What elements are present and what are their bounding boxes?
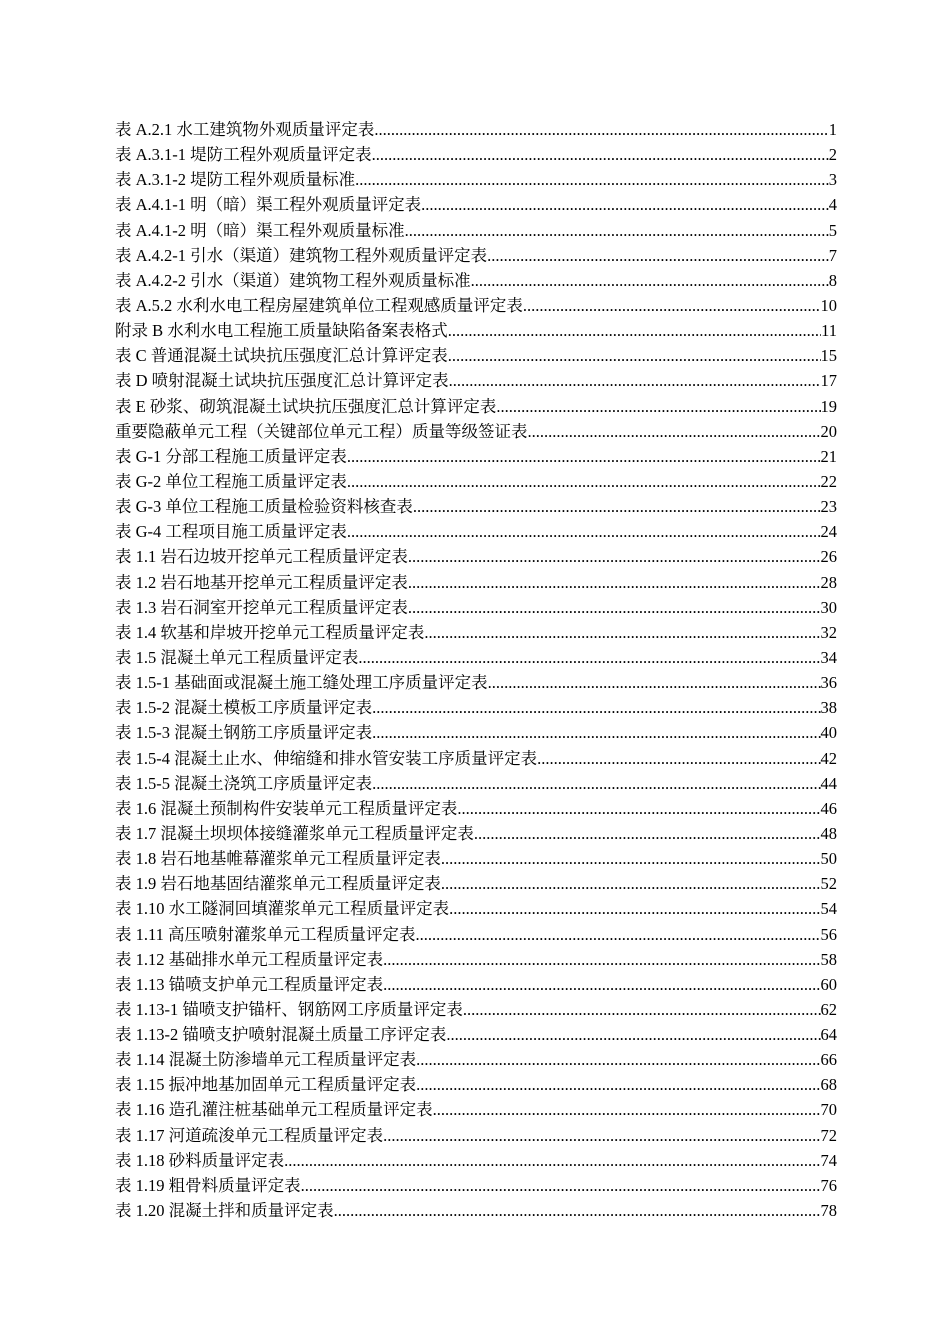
toc-entry-page-number: 38 [820, 698, 837, 718]
toc-dot-leader [334, 1198, 821, 1223]
toc-entry[interactable] [115, 444, 837, 469]
toc-entry-title: 表 1.7 混凝土坝坝体接缝灌浆单元工程质量评定表 [115, 823, 474, 843]
toc-entry-page-number: 2 [828, 145, 837, 165]
toc-dot-leader [347, 519, 821, 544]
toc-dot-leader [372, 695, 820, 720]
toc-entry[interactable] [115, 1148, 837, 1173]
toc-entry[interactable] [115, 997, 837, 1022]
toc-dot-leader [471, 268, 829, 293]
toc-entry-title: 表 A.2.1 水工建筑物外观质量评定表 [115, 120, 375, 139]
toc-entry[interactable] [115, 394, 837, 419]
toc-entry-title: 表 1.5 混凝土单元工程质量评定表 [115, 647, 359, 667]
toc-entry[interactable] [115, 846, 837, 871]
toc-entry[interactable] [115, 972, 837, 997]
toc-entry-title: 表 1.18 砂料质量评定表 [115, 1150, 285, 1170]
toc-dot-leader [413, 494, 821, 519]
toc-entry-title: 表 A.4.1-2 明（暗）渠工程外观质量标准 [115, 220, 405, 240]
toc-entry[interactable] [115, 1022, 837, 1047]
toc-entry-page-number: 56 [820, 924, 837, 944]
toc-entry-page-number: 8 [828, 270, 837, 290]
toc-dot-leader [446, 1022, 820, 1047]
toc-entry[interactable] [115, 293, 837, 318]
toc-entry-page-number: 68 [820, 1075, 837, 1095]
toc-entry-title: 表 1.13 锚喷支护单元工程质量评定表 [115, 974, 384, 994]
toc-entry[interactable] [115, 117, 837, 142]
toc-entry[interactable] [115, 544, 837, 569]
toc-entry-title: 表 G-3 单位工程施工质量检验资料核查表 [115, 497, 413, 517]
toc-dot-leader [448, 318, 821, 343]
toc-entry-page-number: 30 [820, 597, 837, 617]
toc-entry-title: 表 A.5.2 水利水电工程房屋建筑单位工程观感质量评定表 [115, 295, 523, 315]
toc-dot-leader [463, 997, 821, 1022]
toc-dot-leader [421, 192, 829, 217]
toc-entry-title: 表 1.5-2 混凝土模板工序质量评定表 [115, 698, 373, 718]
toc-entry-page-number: 72 [820, 1125, 837, 1145]
toc-dot-leader [416, 922, 821, 947]
toc-entry[interactable] [115, 192, 837, 217]
toc-entry[interactable] [115, 167, 837, 192]
toc-entry-page-number: 17 [820, 371, 837, 391]
toc-entry-title: 表 1.16 造孔灌注桩基础单元工程质量评定表 [115, 1100, 433, 1120]
toc-entry-page-number: 20 [820, 421, 837, 441]
toc-entry-title: 表 1.9 岩石地基固结灌浆单元工程质量评定表 [115, 874, 441, 894]
toc-entry[interactable] [115, 142, 837, 167]
toc-entry[interactable] [115, 570, 837, 595]
toc-entry-page-number: 62 [820, 999, 837, 1019]
toc-entry-title: 表 1.15 振冲地基加固单元工程质量评定表 [115, 1075, 417, 1095]
toc-entry[interactable] [115, 419, 837, 444]
toc-entry-title: 表 1.10 水工隧洞回填灌浆单元工程质量评定表 [115, 899, 450, 919]
toc-entry-page-number: 40 [820, 723, 837, 743]
toc-dot-leader [537, 746, 820, 771]
toc-entry-title: 附录 B 水利水电工程施工质量缺陷备案表格式 [115, 321, 448, 341]
toc-entry[interactable] [115, 469, 837, 494]
toc-dot-leader [383, 972, 820, 997]
toc-dot-leader [347, 469, 821, 494]
toc-entry-title: 表 1.3 岩石洞室开挖单元工程质量评定表 [115, 597, 408, 617]
toc-entry-page-number: 24 [820, 522, 837, 542]
toc-entry-title: 表 1.5-4 混凝土止水、伸缩缝和排水管安装工序质量评定表 [115, 748, 538, 768]
toc-dot-leader [523, 293, 821, 318]
toc-dot-leader [301, 1173, 821, 1198]
toc-entry-title: 表 A.3.1-2 堤防工程外观质量标准 [115, 170, 356, 190]
toc-entry-page-number: 1 [828, 120, 837, 139]
toc-entry-title: 表 1.5-5 混凝土浇筑工序质量评定表 [115, 773, 373, 793]
toc-dot-leader [405, 218, 829, 243]
table-of-contents [115, 117, 837, 1223]
toc-entry-page-number: 64 [820, 1025, 837, 1045]
toc-entry-page-number: 10 [820, 295, 837, 315]
toc-entry-page-number: 54 [820, 899, 837, 919]
toc-entry-page-number: 58 [820, 949, 837, 969]
toc-entry-title: 表 G-4 工程项目施工质量评定表 [115, 522, 347, 542]
toc-dot-leader [372, 142, 829, 167]
toc-entry[interactable] [115, 494, 837, 519]
toc-entry[interactable] [115, 595, 837, 620]
toc-entry[interactable] [115, 645, 837, 670]
toc-entry-title: 表 1.13-1 锚喷支护锚杆、钢筋网工序质量评定表 [115, 999, 463, 1019]
toc-entry[interactable] [115, 720, 837, 745]
toc-dot-leader [358, 645, 820, 670]
toc-dot-leader [408, 570, 821, 595]
toc-entry-title: 表 1.20 混凝土拌和质量评定表 [115, 1201, 334, 1221]
toc-entry[interactable] [115, 519, 837, 544]
toc-entry[interactable] [115, 1173, 837, 1198]
toc-dot-leader [284, 1148, 820, 1173]
toc-entry-page-number: 52 [820, 874, 837, 894]
toc-dot-leader [441, 846, 821, 871]
toc-entry[interactable] [115, 218, 837, 243]
toc-entry-title: 表 1.6 混凝土预制构件安装单元工程质量评定表 [115, 798, 458, 818]
toc-entry-page-number: 4 [828, 195, 837, 215]
toc-entry[interactable] [115, 268, 837, 293]
toc-dot-leader [433, 1097, 821, 1122]
toc-dot-leader [408, 595, 821, 620]
toc-entry-page-number: 11 [821, 321, 837, 341]
toc-dot-leader [424, 620, 820, 645]
toc-entry-page-number: 60 [820, 974, 837, 994]
toc-entry[interactable] [115, 670, 837, 695]
toc-entry-title: 表 1.1 岩石边坡开挖单元工程质量评定表 [115, 547, 408, 567]
toc-entry-title: 表 A.3.1-1 堤防工程外观质量评定表 [115, 145, 372, 165]
toc-entry-page-number: 78 [820, 1201, 837, 1221]
toc-entry[interactable] [115, 318, 837, 343]
toc-entry-title: 重要隐蔽单元工程（关键部位单元工程）质量等级签证表 [115, 421, 528, 441]
toc-entry-page-number: 22 [820, 471, 837, 491]
toc-dot-leader [408, 544, 821, 569]
toc-entry-page-number: 5 [828, 220, 837, 240]
toc-entry[interactable] [115, 1123, 837, 1148]
toc-entry-title: 表 1.14 混凝土防渗墙单元工程质量评定表 [115, 1050, 417, 1070]
toc-entry-page-number: 26 [820, 547, 837, 567]
toc-dot-leader [383, 1123, 820, 1148]
toc-entry-title: 表 D 喷射混凝土试块抗压强度汇总计算评定表 [115, 371, 449, 391]
toc-entry[interactable] [115, 896, 837, 921]
toc-entry[interactable] [115, 821, 837, 846]
toc-dot-leader [441, 871, 821, 896]
toc-entry-page-number: 15 [820, 346, 837, 366]
toc-entry-page-number: 48 [820, 823, 837, 843]
toc-dot-leader [474, 821, 821, 846]
toc-entry-title: 表 A.4.2-2 引水（渠道）建筑物工程外观质量标准 [115, 270, 471, 290]
toc-dot-leader [383, 947, 820, 972]
toc-entry-title: 表 E 砂浆、砌筑混凝土试块抗压强度汇总计算评定表 [115, 396, 497, 416]
toc-entry-page-number: 3 [828, 170, 837, 190]
toc-entry[interactable] [115, 243, 837, 268]
toc-entry[interactable] [115, 1072, 837, 1097]
toc-entry-title: 表 A.4.1-1 明（暗）渠工程外观质量评定表 [115, 195, 422, 215]
toc-dot-leader [347, 444, 821, 469]
toc-entry-title: 表 1.4 软基和岸坡开挖单元工程质量评定表 [115, 622, 425, 642]
toc-dot-leader [449, 368, 821, 393]
toc-entry[interactable] [115, 922, 837, 947]
toc-entry[interactable] [115, 796, 837, 821]
toc-dot-leader [372, 771, 820, 796]
toc-entry[interactable] [115, 1198, 837, 1223]
toc-dot-leader [416, 1047, 820, 1072]
toc-dot-leader [488, 670, 821, 695]
toc-dot-leader [496, 394, 820, 419]
toc-entry-title: 表 1.13-2 锚喷支护喷射混凝土质量工序评定表 [115, 1025, 447, 1045]
toc-entry[interactable] [115, 343, 837, 368]
toc-entry[interactable] [115, 1047, 837, 1072]
toc-dot-leader [372, 720, 820, 745]
toc-dot-leader [457, 796, 820, 821]
toc-entry-page-number: 36 [820, 673, 837, 693]
toc-entry-title: 表 C 普通混凝土试块抗压强度汇总计算评定表 [115, 346, 448, 366]
toc-entry-title: 表 1.5-3 混凝土钢筋工序质量评定表 [115, 723, 373, 743]
toc-entry-page-number: 42 [820, 748, 837, 768]
toc-dot-leader [416, 1072, 820, 1097]
toc-entry[interactable] [115, 746, 837, 771]
toc-entry[interactable] [115, 771, 837, 796]
toc-entry-page-number: 44 [820, 773, 837, 793]
toc-entry[interactable] [115, 620, 837, 645]
toc-entry-page-number: 50 [820, 849, 837, 869]
toc-entry[interactable] [115, 695, 837, 720]
toc-entry-title: 表 1.12 基础排水单元工程质量评定表 [115, 949, 384, 969]
toc-entry[interactable] [115, 1097, 837, 1122]
toc-entry-page-number: 74 [820, 1150, 837, 1170]
toc-entry-title: 表 G-1 分部工程施工质量评定表 [115, 446, 347, 466]
toc-entry-title: 表 1.2 岩石地基开挖单元工程质量评定表 [115, 572, 408, 592]
toc-entry[interactable] [115, 368, 837, 393]
toc-entry-page-number: 23 [820, 497, 837, 517]
toc-entry-title: 表 1.17 河道疏浚单元工程质量评定表 [115, 1125, 384, 1145]
toc-dot-leader [487, 243, 829, 268]
toc-entry-page-number: 34 [820, 647, 837, 667]
toc-entry-title: 表 1.19 粗骨料质量评定表 [115, 1175, 301, 1195]
toc-entry-title: 表 G-2 单位工程施工质量评定表 [115, 471, 347, 491]
toc-entry-page-number: 70 [820, 1100, 837, 1120]
toc-dot-leader [528, 419, 821, 444]
toc-entry[interactable] [115, 871, 837, 896]
toc-entry-title: 表 1.11 高压喷射灌浆单元工程质量评定表 [115, 924, 416, 944]
toc-entry-page-number: 7 [828, 245, 837, 265]
toc-dot-leader [355, 167, 829, 192]
toc-entry-title: 表 1.5-1 基础面或混凝土施工缝处理工序质量评定表 [115, 673, 488, 693]
toc-entry-title: 表 1.8 岩石地基帷幕灌浆单元工程质量评定表 [115, 849, 441, 869]
toc-entry-page-number: 19 [820, 396, 837, 416]
toc-entry-page-number: 21 [820, 446, 837, 466]
toc-dot-leader [374, 117, 828, 142]
toc-entry-page-number: 76 [820, 1175, 837, 1195]
toc-dot-leader [449, 896, 820, 921]
toc-entry[interactable] [115, 947, 837, 972]
toc-entry-page-number: 32 [820, 622, 837, 642]
toc-entry-page-number: 46 [820, 798, 837, 818]
toc-entry-page-number: 66 [820, 1050, 837, 1070]
toc-dot-leader [448, 343, 821, 368]
toc-entry-title: 表 A.4.2-1 引水（渠道）建筑物工程外观质量评定表 [115, 245, 488, 265]
toc-entry-page-number: 28 [820, 572, 837, 592]
